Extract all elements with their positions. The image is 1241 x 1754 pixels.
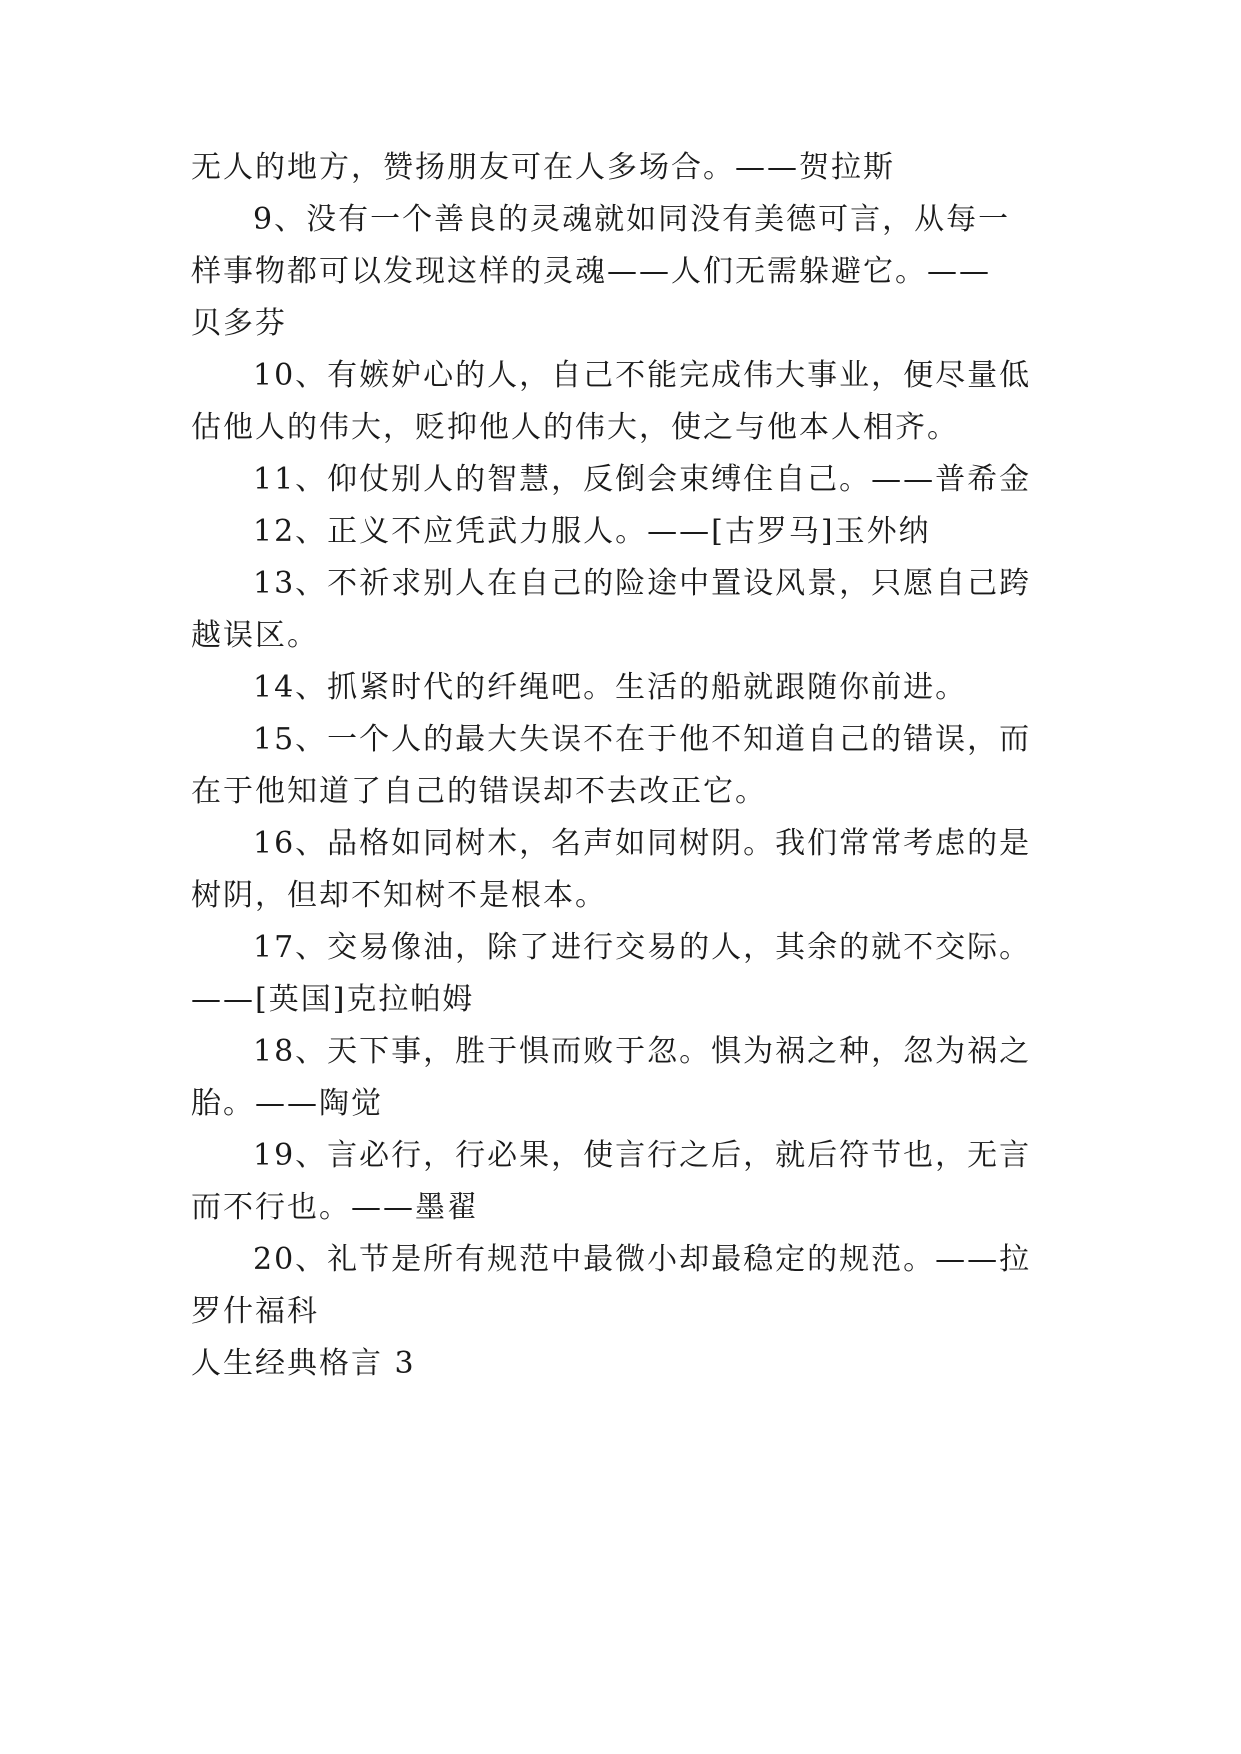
text-line: 18、天下事，胜于惧而败于忽。惧为祸之种，忽为祸之	[253, 1034, 1032, 1069]
text-line: 胎。——陶觉	[191, 1086, 383, 1121]
text-line: 无人的地方，赞扬朋友可在人多场合。——贺拉斯	[191, 150, 895, 185]
text-line: 越误区。	[191, 618, 319, 653]
text-line: 而不行也。——墨翟	[191, 1190, 479, 1225]
text-line: 13、不祈求别人在自己的险途中置设风景，只愿自己跨	[253, 566, 1032, 601]
text-line: 10、有嫉妒心的人，自己不能完成伟大事业，便尽量低	[253, 358, 1032, 393]
text-line: 15、一个人的最大失误不在于他不知道自己的错误，而	[253, 722, 1032, 757]
text-line: 12、正义不应凭武力服人。——[古罗马]玉外纳	[253, 514, 931, 549]
section-heading: 人生经典格言 3	[191, 1346, 416, 1381]
text-line: 估他人的伟大，贬抑他人的伟大，使之与他本人相齐。	[191, 410, 959, 445]
text-line: 样事物都可以发现这样的灵魂——人们无需躲避它。——	[191, 254, 991, 289]
text-line: 贝多芬	[191, 306, 287, 341]
text-line: 树阴，但却不知树不是根本。	[191, 878, 607, 913]
text-line: 20、礼节是所有规范中最微小却最稳定的规范。——拉	[253, 1242, 1032, 1277]
text-line: ——[英国]克拉帕姆	[191, 982, 475, 1017]
text-line: 在于他知道了自己的错误却不去改正它。	[191, 774, 767, 809]
text-line: 罗什福科	[191, 1294, 319, 1329]
text-line: 9、没有一个善良的灵魂就如同没有美德可言，从每一	[253, 202, 1011, 237]
text-line: 19、言必行，行必果，使言行之后，就后符节也，无言	[253, 1138, 1032, 1173]
text-line: 11、仰仗别人的智慧，反倒会束缚住自己。——普希金	[253, 462, 1032, 497]
text-line: 14、抓紧时代的纤绳吧。生活的船就跟随你前进。	[253, 670, 968, 705]
text-line: 17、交易像油，除了进行交易的人，其余的就不交际。	[253, 930, 1032, 965]
text-line: 16、品格如同树木，名声如同树阴。我们常常考虑的是	[253, 826, 1032, 861]
